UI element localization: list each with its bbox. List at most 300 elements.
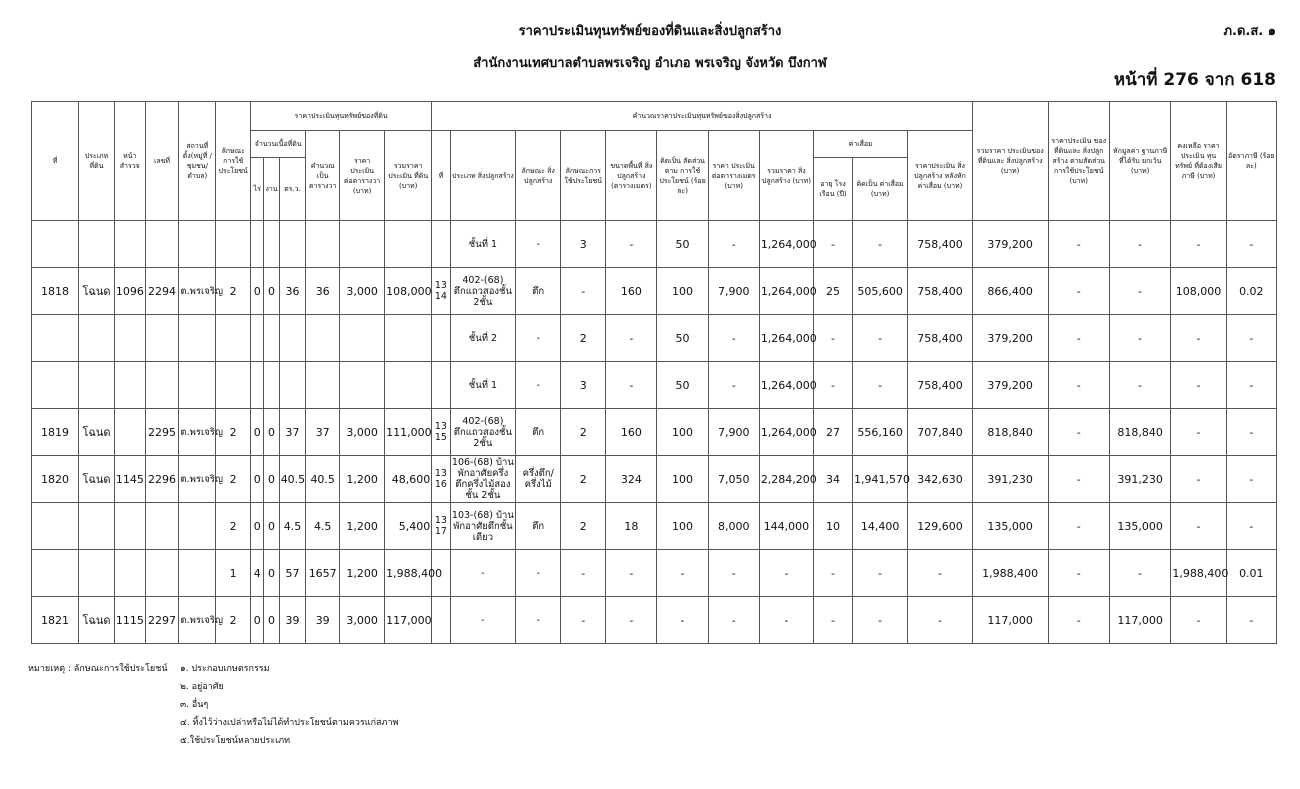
table-cell: 0 xyxy=(264,597,279,644)
table-cell: - xyxy=(852,362,907,409)
header-no: ที่ xyxy=(32,102,79,221)
table-cell: 3,000 xyxy=(340,409,385,456)
header-group-land-area: จำนวนเนื้อที่ดิน xyxy=(251,131,306,158)
table-cell: - xyxy=(1048,362,1109,409)
page-title: ราคาประเมินทุนทรัพย์ของที่ดินและสิ่งปลูกสร้าง xyxy=(518,24,782,39)
table-cell: 1,264,000 xyxy=(759,268,813,315)
table-cell: 1820 xyxy=(32,456,79,503)
header-building-kind: ลักษณะ สิ่งปลูกสร้าง xyxy=(516,131,561,221)
table-cell: 13 14 xyxy=(432,268,450,315)
table-cell: 0 xyxy=(251,409,264,456)
table-cell: 1,941,570 xyxy=(852,456,907,503)
table-cell xyxy=(114,315,145,362)
table-cell: 402-(68) ตึกแถวสองชั้น 2ชั้น xyxy=(450,409,516,456)
table-cell xyxy=(432,315,450,362)
table-cell xyxy=(79,550,115,597)
table-cell xyxy=(279,362,306,409)
table-cell: 57 xyxy=(279,550,306,597)
table-cell xyxy=(79,503,115,550)
table-cell: ชั้นที่ 1 xyxy=(450,362,516,409)
table-cell: - xyxy=(1048,315,1109,362)
table-cell: - xyxy=(1109,362,1170,409)
table-cell: 2294 xyxy=(145,268,179,315)
table-cell: 866,400 xyxy=(972,268,1048,315)
table-row xyxy=(32,597,1277,644)
table-cell: 2297 xyxy=(145,597,179,644)
header-by-use: ราคาประเมิน ของที่ดินและ สิ่งปลูกสร้าง ตามสัดส่วน การใช้ประโยชน์ (บาท) xyxy=(1048,102,1109,221)
table-cell: 758,400 xyxy=(908,315,973,362)
table-cell: ตึก xyxy=(516,409,561,456)
table-cell xyxy=(79,315,115,362)
table-cell: 40.5 xyxy=(279,456,306,503)
table-cell xyxy=(32,362,79,409)
table-cell: 7,050 xyxy=(708,456,759,503)
table-cell: - xyxy=(1171,221,1226,268)
table-cell: 50 xyxy=(657,315,708,362)
table-cell: - xyxy=(657,550,708,597)
table-cell: 18 xyxy=(606,503,657,550)
table-cell: 8,000 xyxy=(708,503,759,550)
table-cell xyxy=(179,221,216,268)
table-cell: - xyxy=(561,268,606,315)
table-cell: 117,000 xyxy=(385,597,432,644)
table-cell: 1,264,000 xyxy=(759,362,813,409)
table-cell: - xyxy=(708,550,759,597)
table-cell: - xyxy=(1048,409,1109,456)
table-cell xyxy=(32,550,79,597)
table-cell: 100 xyxy=(657,456,708,503)
table-cell xyxy=(251,221,264,268)
header-building-share: คิดเป็น สัดส่วนตาม การใช้ ประโยชน์ (ร้อยละ) xyxy=(657,131,708,221)
table-cell: - xyxy=(1226,315,1276,362)
table-cell: 707,840 xyxy=(908,409,973,456)
table-cell: - xyxy=(1109,221,1170,268)
table-cell: - xyxy=(1226,362,1276,409)
table-cell: ครึ่งตึก/ครึ่งไม้ xyxy=(516,456,561,503)
table-cell: 36 xyxy=(279,268,306,315)
table-cell: 129,600 xyxy=(908,503,973,550)
table-cell: 2 xyxy=(216,597,251,644)
table-cell: - xyxy=(852,315,907,362)
table-cell: 1657 xyxy=(306,550,340,597)
table-cell xyxy=(114,503,145,550)
header-building-age: อายุ โรงเรือน (ปี) xyxy=(814,158,853,221)
table-cell xyxy=(251,315,264,362)
table-cell xyxy=(432,221,450,268)
table-cell: 1145 xyxy=(114,456,145,503)
table-cell: 39 xyxy=(306,597,340,644)
table-cell: - xyxy=(606,597,657,644)
table-cell: 379,200 xyxy=(972,362,1048,409)
table-cell: 379,200 xyxy=(972,315,1048,362)
table-cell: 50 xyxy=(657,221,708,268)
table-cell: 7,900 xyxy=(708,268,759,315)
table-cell xyxy=(79,221,115,268)
table-cell: 135,000 xyxy=(1109,503,1170,550)
table-cell: - xyxy=(606,315,657,362)
table-cell: 40.5 xyxy=(306,456,340,503)
table-cell: - xyxy=(516,550,561,597)
table-cell: 117,000 xyxy=(1109,597,1170,644)
table-cell: 50 xyxy=(657,362,708,409)
table-cell: - xyxy=(1048,221,1109,268)
table-cell: - xyxy=(516,597,561,644)
table-cell: 4 xyxy=(251,550,264,597)
table-cell: 1,264,000 xyxy=(759,409,813,456)
table-cell: - xyxy=(814,315,853,362)
table-cell: - xyxy=(606,362,657,409)
table-cell: - xyxy=(852,221,907,268)
table-cell xyxy=(32,315,79,362)
table-cell: - xyxy=(814,550,853,597)
table-cell: 7,900 xyxy=(708,409,759,456)
table-row xyxy=(32,268,1277,315)
table-cell: 505,600 xyxy=(852,268,907,315)
header-building-area: ขนาดพื้นที่ สิ่งปลูกสร้าง (ตารางเมตร) xyxy=(606,131,657,221)
footnotes xyxy=(28,660,398,750)
header-price-per-sqwa: ราคา ประเมิน ต่อตารางวา (บาท) xyxy=(340,131,385,221)
table-cell: - xyxy=(606,221,657,268)
table-cell xyxy=(251,362,264,409)
table-cell xyxy=(432,597,450,644)
table-cell: 391,230 xyxy=(1109,456,1170,503)
table-cell: - xyxy=(814,362,853,409)
table-cell: - xyxy=(908,550,973,597)
table-cell: 3 xyxy=(561,221,606,268)
table-cell: 1096 xyxy=(114,268,145,315)
table-cell xyxy=(32,221,79,268)
table-cell xyxy=(340,315,385,362)
table-row xyxy=(32,315,1277,362)
table-cell: ชั้นที่ 2 xyxy=(450,315,516,362)
table-cell: - xyxy=(516,362,561,409)
table-cell: - xyxy=(606,550,657,597)
table-cell xyxy=(432,362,450,409)
table-cell: - xyxy=(1048,597,1109,644)
table-cell: - xyxy=(1171,597,1226,644)
note-item: ๓. อื่นๆ xyxy=(180,700,209,710)
table-cell: 0 xyxy=(264,409,279,456)
header-building-price-sqm: ราคา ประเมิน ต่อตารางเมตร (บาท) xyxy=(708,131,759,221)
table-cell: 25 xyxy=(814,268,853,315)
table-cell: 2 xyxy=(561,456,606,503)
table-cell: 13 15 xyxy=(432,409,450,456)
table-cell: 111,000 xyxy=(385,409,432,456)
table-cell: - xyxy=(708,362,759,409)
note-item: ๒. อยู่อาศัย xyxy=(180,682,224,692)
table-cell: 2 xyxy=(216,268,251,315)
table-cell xyxy=(279,315,306,362)
table-cell: 14,400 xyxy=(852,503,907,550)
table-cell: 2 xyxy=(561,315,606,362)
table-cell xyxy=(145,315,179,362)
notes-label: หมายเหตุ : ลักษณะการใช้ประโยชน์ xyxy=(28,664,168,674)
table-cell: 0 xyxy=(264,456,279,503)
table-cell: - xyxy=(1171,409,1226,456)
header-building-total: รวมราคา สิ่งปลูกสร้าง (บาท) xyxy=(759,131,813,221)
table-cell: - xyxy=(657,597,708,644)
table-cell: - xyxy=(1048,550,1109,597)
header-land-type: ประเภท ที่ดิน xyxy=(79,102,115,221)
table-cell xyxy=(216,221,251,268)
table-cell xyxy=(306,315,340,362)
table-row xyxy=(32,221,1277,268)
table-cell: ต.พรเจริญ xyxy=(179,456,216,503)
table-cell xyxy=(79,362,115,409)
table-row xyxy=(32,550,1277,597)
table-cell xyxy=(32,503,79,550)
table-cell: 4.5 xyxy=(279,503,306,550)
table-cell: 0 xyxy=(264,503,279,550)
table-cell: - xyxy=(1171,315,1226,362)
table-cell: 342,630 xyxy=(908,456,973,503)
table-cell: 1,200 xyxy=(340,456,385,503)
table-cell xyxy=(216,315,251,362)
table-cell: โฉนด xyxy=(79,597,115,644)
table-cell: - xyxy=(1109,315,1170,362)
table-cell xyxy=(114,550,145,597)
table-cell: 5,400 xyxy=(385,503,432,550)
header-area-sqwa: คำนวณ เป็น ตารางวา xyxy=(306,131,340,221)
table-cell: 1,264,000 xyxy=(759,315,813,362)
table-cell: 108,000 xyxy=(1171,268,1226,315)
table-cell: - xyxy=(908,597,973,644)
table-cell: 103-(68) บ้านพักอาศัยตึกชั้นเดียว xyxy=(450,503,516,550)
table-cell xyxy=(114,221,145,268)
table-cell: - xyxy=(1048,456,1109,503)
table-cell: 2 xyxy=(216,456,251,503)
table-cell: 39 xyxy=(279,597,306,644)
table-cell: 818,840 xyxy=(1109,409,1170,456)
table-cell: 2,284,200 xyxy=(759,456,813,503)
table-cell: 2 xyxy=(216,409,251,456)
table-cell: 3 xyxy=(561,362,606,409)
table-cell: 100 xyxy=(657,409,708,456)
header-group-depreciation: ค่าเสื่อม xyxy=(814,131,908,158)
table-cell: - xyxy=(1226,503,1276,550)
header-total-land-value: รวมราคา ประเมิน ที่ดิน (บาท) xyxy=(385,131,432,221)
table-cell: ชั้นที่ 1 xyxy=(450,221,516,268)
table-cell: - xyxy=(852,597,907,644)
table-cell: 0 xyxy=(264,268,279,315)
table-cell xyxy=(179,315,216,362)
table-cell xyxy=(340,221,385,268)
table-cell xyxy=(145,221,179,268)
table-cell: 1 xyxy=(216,550,251,597)
table-cell: 4.5 xyxy=(306,503,340,550)
table-cell: - xyxy=(1048,503,1109,550)
table-cell: 1821 xyxy=(32,597,79,644)
table-cell: - xyxy=(814,221,853,268)
header-doc-no: เลขที่ xyxy=(145,102,179,221)
header-exemption: หักมูลค่า ฐานภาษี ที่ได้รับ ยกเว้น (บาท) xyxy=(1109,102,1170,221)
table-cell xyxy=(385,362,432,409)
table-cell: 2296 xyxy=(145,456,179,503)
table-cell: 13 17 xyxy=(432,503,450,550)
table-cell: 0 xyxy=(251,597,264,644)
table-row xyxy=(32,456,1277,503)
table-cell: - xyxy=(1048,268,1109,315)
table-cell: - xyxy=(708,315,759,362)
table-cell: 1115 xyxy=(114,597,145,644)
table-cell: 758,400 xyxy=(908,268,973,315)
note-item: ๔. ทิ้งไว้ว่างเปล่าหรือไม่ได้ทำประโยชน์ตามควรแก่สภาพ xyxy=(180,718,399,728)
table-cell: - xyxy=(1109,268,1170,315)
table-cell: 1,200 xyxy=(340,503,385,550)
table-cell: 37 xyxy=(279,409,306,456)
table-cell: 556,160 xyxy=(852,409,907,456)
table-cell xyxy=(179,503,216,550)
header-wa: ตร.ว. xyxy=(279,158,306,221)
table-row xyxy=(32,362,1277,409)
table-cell: - xyxy=(759,550,813,597)
table-cell: 27 xyxy=(814,409,853,456)
table-cell: 160 xyxy=(606,268,657,315)
header-taxable: คงเหลือ ราคาประเมิน ทุนทรัพย์ ที่ต้องเสียภาษี (บาท) xyxy=(1171,102,1226,221)
table-cell: 13 16 xyxy=(432,456,450,503)
table-cell: ตึก xyxy=(516,503,561,550)
table-cell: 36 xyxy=(306,268,340,315)
header-group-building-value: คำนวณราคาประเมินทุนทรัพย์ของสิ่งปลูกสร้าง xyxy=(432,102,973,131)
table-cell: 402-(68) ตึกแถวสองชั้น 2ชั้น xyxy=(450,268,516,315)
table-cell xyxy=(340,362,385,409)
table-cell: 1,264,000 xyxy=(759,221,813,268)
table-cell: - xyxy=(1226,409,1276,456)
assessment-table xyxy=(31,101,1277,644)
table-cell: 758,400 xyxy=(908,362,973,409)
table-cell: 0.01 xyxy=(1226,550,1276,597)
note-item: ๕.ใช้ประโยชน์หลายประเภท xyxy=(180,736,291,746)
table-cell: - xyxy=(852,550,907,597)
table-cell xyxy=(385,221,432,268)
table-cell: - xyxy=(561,550,606,597)
table-cell: โฉนด xyxy=(79,456,115,503)
table-cell: 3,000 xyxy=(340,268,385,315)
table-cell xyxy=(306,221,340,268)
header-group-land-value: ราคาประเมินทุนทรัพย์ของที่ดิน xyxy=(251,102,432,131)
table-cell: 0 xyxy=(251,503,264,550)
header-grand-total: รวมราคา ประเมินของ ที่ดินและ สิ่งปลูกสร้าง (บาท) xyxy=(972,102,1048,221)
table-cell: - xyxy=(1109,550,1170,597)
header-after-depreciation: ราคาประเมิน สิ่งปลูกสร้าง หลังหัก ค่าเสื่อม (บาท) xyxy=(908,131,973,221)
page-info: หน้าที่ 276 จาก 618 xyxy=(1113,70,1276,90)
table-cell: ต.พรเจริญ xyxy=(179,268,216,315)
table-cell: 324 xyxy=(606,456,657,503)
table-cell: โฉนด xyxy=(79,409,115,456)
header-tax-rate: อัตราภาษี (ร้อยละ) xyxy=(1226,102,1276,221)
header-depreciation-amount: คิดเป็น ค่าเสื่อม (บาท) xyxy=(852,158,907,221)
table-cell xyxy=(145,362,179,409)
table-cell xyxy=(306,362,340,409)
page-subtitle: สำนักงานเทศบาลตำบลพรเจริญ อำเภอ พรเจริญ จังหวัด บึงกาฬ xyxy=(473,56,827,71)
table-cell: - xyxy=(1171,456,1226,503)
table-cell: 1,988,400 xyxy=(1171,550,1226,597)
header-building-use: ลักษณะการ ใช้ประโยชน์ xyxy=(561,131,606,221)
table-cell: 10 xyxy=(814,503,853,550)
table-cell: 117,000 xyxy=(972,597,1048,644)
table-row xyxy=(32,503,1277,550)
header-ngan: งาน xyxy=(264,158,279,221)
table-cell: - xyxy=(708,221,759,268)
table-cell: 144,000 xyxy=(759,503,813,550)
table-cell: 108,000 xyxy=(385,268,432,315)
table-cell xyxy=(264,221,279,268)
table-cell xyxy=(279,221,306,268)
table-cell: 0 xyxy=(251,268,264,315)
table-cell xyxy=(114,409,145,456)
table-cell: - xyxy=(708,597,759,644)
table-cell xyxy=(385,315,432,362)
table-cell: - xyxy=(1226,456,1276,503)
table-cell: 758,400 xyxy=(908,221,973,268)
table-cell: ตึก xyxy=(516,268,561,315)
note-item: ๑. ประกอบเกษตรกรรม xyxy=(180,664,270,674)
table-cell: 0 xyxy=(264,550,279,597)
table-cell xyxy=(264,362,279,409)
table-cell xyxy=(216,362,251,409)
table-cell xyxy=(179,362,216,409)
table-cell: 37 xyxy=(306,409,340,456)
table-cell: 135,000 xyxy=(972,503,1048,550)
table-cell: ต.พรเจริญ xyxy=(179,409,216,456)
table-cell: - xyxy=(450,597,516,644)
table-cell: 2 xyxy=(561,409,606,456)
table-cell: 0.02 xyxy=(1226,268,1276,315)
table-cell: 2 xyxy=(216,503,251,550)
table-cell: 391,230 xyxy=(972,456,1048,503)
table-cell: 100 xyxy=(657,268,708,315)
table-cell: 3,000 xyxy=(340,597,385,644)
table-cell xyxy=(145,550,179,597)
table-cell: - xyxy=(516,221,561,268)
table-cell: - xyxy=(1226,221,1276,268)
table-cell: - xyxy=(1226,597,1276,644)
table-cell: 100 xyxy=(657,503,708,550)
table-cell: 1,200 xyxy=(340,550,385,597)
table-cell: 1818 xyxy=(32,268,79,315)
table-cell xyxy=(114,362,145,409)
header-rai: ไร่ xyxy=(251,158,264,221)
table-cell: 379,200 xyxy=(972,221,1048,268)
table-cell: - xyxy=(1171,362,1226,409)
header-building-no: ที่ xyxy=(432,131,450,221)
table-cell: 1,988,400 xyxy=(972,550,1048,597)
table-cell: 160 xyxy=(606,409,657,456)
table-cell: - xyxy=(1171,503,1226,550)
table-cell xyxy=(179,550,216,597)
table-cell: ต.พรเจริญ xyxy=(179,597,216,644)
table-cell: - xyxy=(759,597,813,644)
table-cell: 2 xyxy=(561,503,606,550)
table-cell: 34 xyxy=(814,456,853,503)
table-cell: - xyxy=(450,550,516,597)
form-code: ภ.ด.ส. ๑ xyxy=(1223,24,1276,39)
table-cell: 1,988,400 xyxy=(385,550,432,597)
table-cell xyxy=(145,503,179,550)
table-cell: 2295 xyxy=(145,409,179,456)
table-cell: 818,840 xyxy=(972,409,1048,456)
table-cell: 48,600 xyxy=(385,456,432,503)
table-cell: - xyxy=(561,597,606,644)
table-row xyxy=(32,409,1277,456)
table-cell: - xyxy=(516,315,561,362)
table-cell: โฉนด xyxy=(79,268,115,315)
table-cell: 0 xyxy=(251,456,264,503)
header-land-use: ลักษณะ การใช้ ประโยชน์ xyxy=(216,102,251,221)
header-survey-page: หน้า สำรวจ xyxy=(114,102,145,221)
table-cell: 106-(68) บ้านพักอาศัยครึ่งตึกครึ่งไม้สองชั้น 2ชั้น xyxy=(451,457,514,501)
table-cell xyxy=(264,315,279,362)
